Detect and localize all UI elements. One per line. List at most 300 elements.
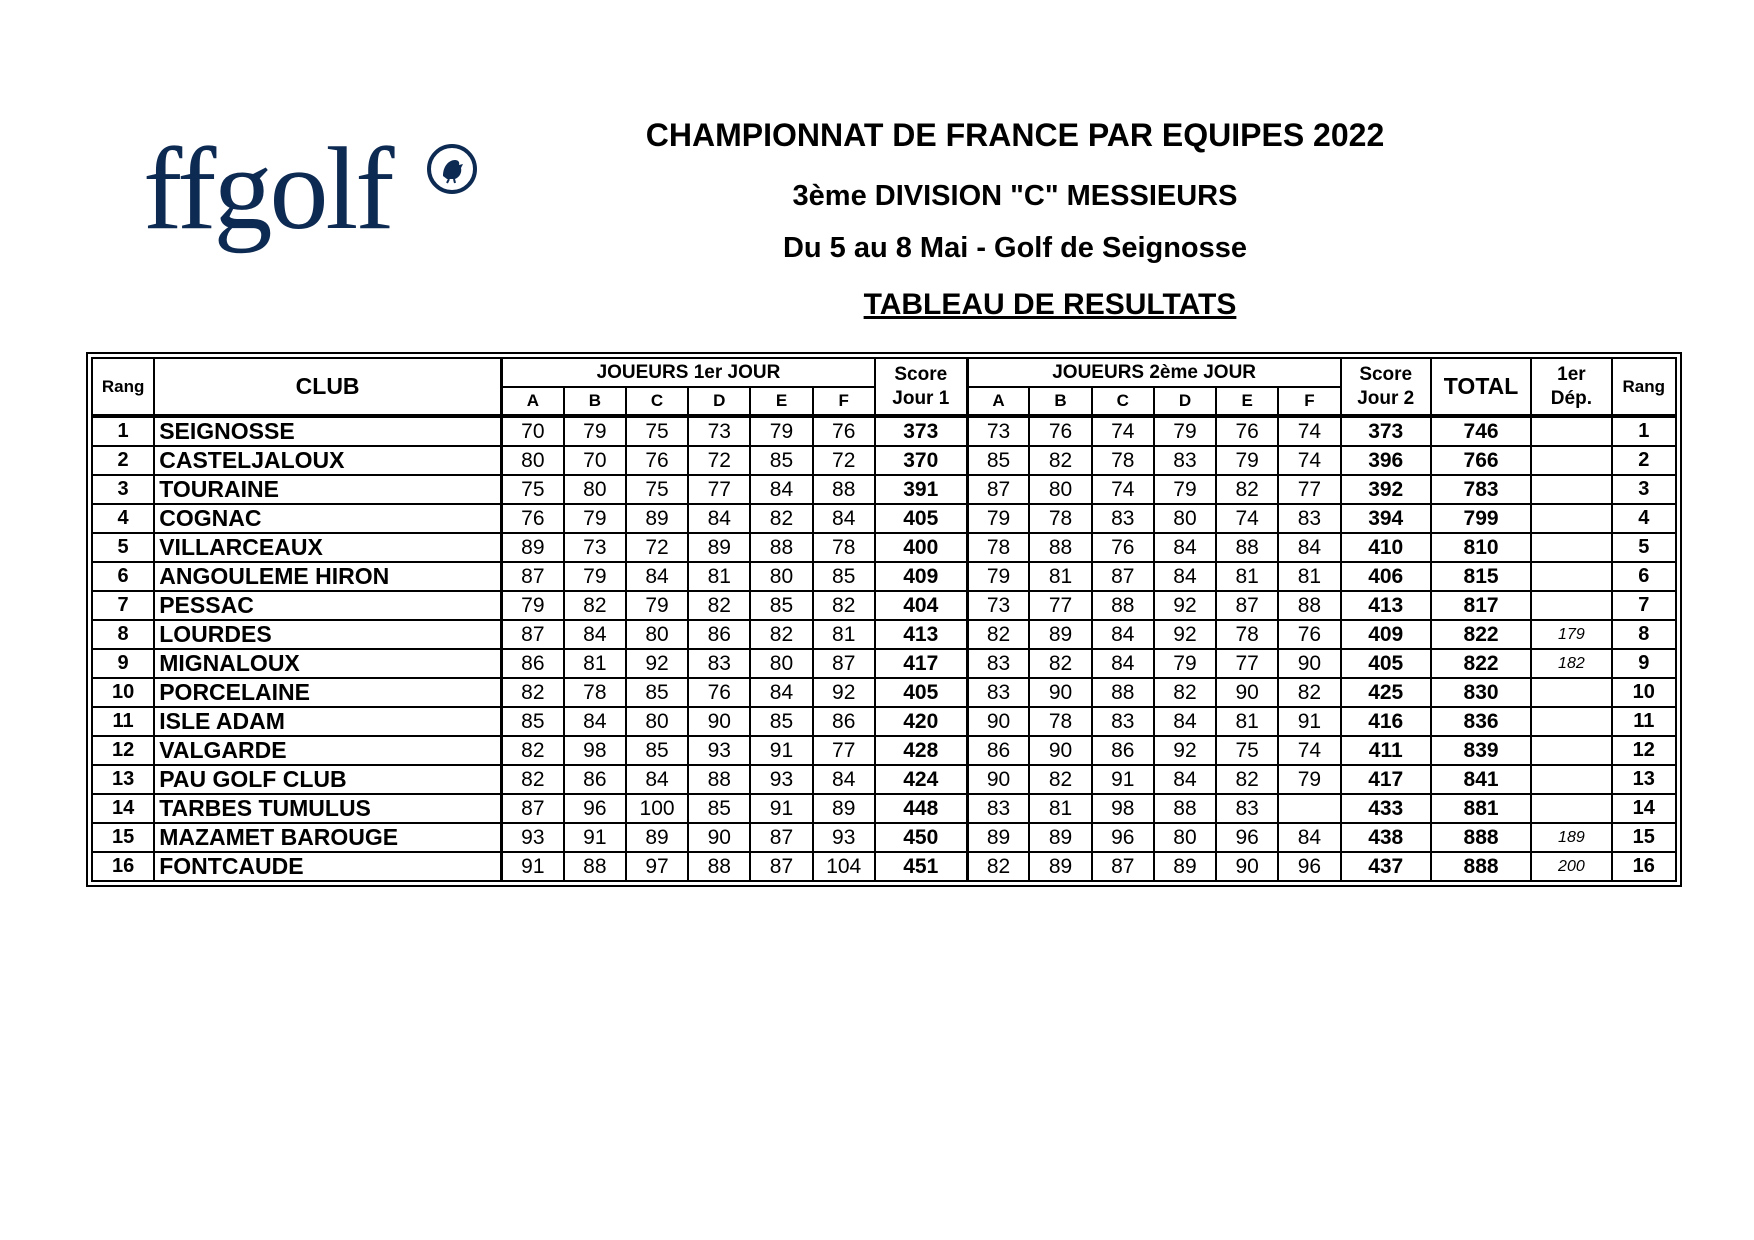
day2-score-cell: 78 (1092, 446, 1154, 475)
day2-score-cell: 83 (1092, 504, 1154, 533)
score2-header-l1: Score (1359, 363, 1413, 385)
table-row (92, 678, 1676, 707)
rank-cell: 10 (92, 678, 154, 707)
rank-right-cell: 11 (1612, 707, 1676, 736)
score-day1-cell: 409 (875, 562, 967, 591)
results-heading (500, 288, 1530, 322)
player-f-d1-header: F (813, 387, 875, 416)
score-day1-cell: 404 (875, 591, 967, 620)
club-cell: ISLE ADAM (154, 707, 501, 736)
day1-score-cell: 84 (750, 678, 812, 707)
player-a-d1-header: A (502, 387, 564, 416)
results-table (91, 357, 1677, 882)
score-day1-cell: 448 (875, 794, 967, 823)
player-c-d2-header: C (1092, 387, 1154, 416)
table-row (92, 475, 1676, 504)
score-day1-cell: 450 (875, 823, 967, 852)
table-row (92, 591, 1676, 620)
day1-score-cell: 72 (626, 533, 688, 562)
day1-score-cell: 82 (502, 736, 564, 765)
day2-score-cell: 74 (1092, 416, 1154, 446)
day2-score-cell: 82 (1029, 765, 1091, 794)
day2-score-cell: 84 (1154, 533, 1216, 562)
score-day2-cell: 438 (1341, 823, 1431, 852)
departage-cell (1531, 736, 1611, 765)
rank-cell: 16 (92, 852, 154, 881)
rang-right-header: Rang (1612, 358, 1676, 416)
day1-score-cell: 86 (502, 649, 564, 678)
club-cell: LOURDES (154, 620, 501, 649)
player-b-d2-header: B (1029, 387, 1091, 416)
day2-score-cell: 90 (967, 765, 1029, 794)
departage-cell: 189 (1531, 823, 1611, 852)
score-day2-cell: 416 (1341, 707, 1431, 736)
day2-score-cell: 86 (1092, 736, 1154, 765)
score1-header (875, 358, 967, 416)
day2-score-cell: 81 (1216, 562, 1278, 591)
day1-score-cell: 98 (564, 736, 626, 765)
day1-score-cell: 86 (813, 707, 875, 736)
day1-score-cell: 82 (750, 620, 812, 649)
departage-cell (1531, 504, 1611, 533)
club-cell: SEIGNOSSE (154, 416, 501, 446)
day1-score-cell: 87 (502, 794, 564, 823)
day1-score-cell: 90 (688, 707, 750, 736)
day1-score-cell: 76 (502, 504, 564, 533)
day1-score-cell: 85 (502, 707, 564, 736)
day1-score-cell: 84 (750, 475, 812, 504)
day1-score-cell: 85 (626, 678, 688, 707)
day1-score-cell: 89 (626, 504, 688, 533)
day1-score-cell: 96 (564, 794, 626, 823)
rank-cell: 14 (92, 794, 154, 823)
day1-score-cell: 78 (564, 678, 626, 707)
day1-score-cell: 81 (564, 649, 626, 678)
day1-score-cell: 84 (688, 504, 750, 533)
day2-score-cell: 75 (1216, 736, 1278, 765)
day2-score-cell: 81 (1029, 794, 1091, 823)
day2-score-cell: 79 (1278, 765, 1340, 794)
day1-score-cell: 79 (626, 591, 688, 620)
departage-cell (1531, 416, 1611, 446)
player-f-d2-header: F (1278, 387, 1340, 416)
day2-score-cell: 82 (1029, 446, 1091, 475)
rank-cell: 4 (92, 504, 154, 533)
departage-cell (1531, 765, 1611, 794)
rank-cell: 6 (92, 562, 154, 591)
day2-score-cell: 83 (967, 794, 1029, 823)
day1-score-cell: 87 (502, 562, 564, 591)
day2-score-cell: 77 (1216, 649, 1278, 678)
day1-score-cell: 104 (813, 852, 875, 881)
score-day2-cell: 396 (1341, 446, 1431, 475)
score-day2-cell: 437 (1341, 852, 1431, 881)
table-row (92, 707, 1676, 736)
day1-score-cell: 79 (564, 504, 626, 533)
day1-score-cell: 70 (564, 446, 626, 475)
rang-header: Rang (92, 358, 154, 416)
day1-score-cell: 91 (750, 736, 812, 765)
day1-score-cell: 91 (564, 823, 626, 852)
rank-cell: 12 (92, 736, 154, 765)
player-d-d1-header: D (688, 387, 750, 416)
total-cell: 888 (1431, 823, 1531, 852)
day1-score-cell: 80 (502, 446, 564, 475)
day2-score-cell: 85 (967, 446, 1029, 475)
day2-score-cell: 83 (1154, 446, 1216, 475)
day2-score-cell: 74 (1216, 504, 1278, 533)
day2-score-cell: 96 (1092, 823, 1154, 852)
total-cell: 783 (1431, 475, 1531, 504)
score-day2-cell: 433 (1341, 794, 1431, 823)
division-title: 3ème DIVISION "C" MESSIEURS (792, 180, 1238, 212)
day1-score-cell: 89 (688, 533, 750, 562)
day2-score-cell: 79 (967, 562, 1029, 591)
departage-cell: 179 (1531, 620, 1611, 649)
day2-score-cell: 77 (1278, 475, 1340, 504)
day2-score-cell: 83 (967, 649, 1029, 678)
rank-cell: 15 (92, 823, 154, 852)
day2-score-cell: 90 (1029, 736, 1091, 765)
logo-text: ffgolf (143, 123, 392, 254)
day1-score-cell: 83 (688, 649, 750, 678)
rank-right-cell: 10 (1612, 678, 1676, 707)
club-cell: PORCELAINE (154, 678, 501, 707)
day2-score-cell: 74 (1278, 736, 1340, 765)
day1-score-cell: 97 (626, 852, 688, 881)
day1-score-cell: 79 (502, 591, 564, 620)
day2-header: JOUEURS 2ème JOUR (967, 358, 1340, 387)
club-cell: ANGOULEME HIRON (154, 562, 501, 591)
day1-score-cell: 89 (502, 533, 564, 562)
day1-score-cell: 88 (688, 765, 750, 794)
player-e-d1-header: E (750, 387, 812, 416)
day2-score-cell: 78 (967, 533, 1029, 562)
day2-score-cell: 83 (1092, 707, 1154, 736)
day1-score-cell: 84 (564, 707, 626, 736)
day2-score-cell: 81 (1216, 707, 1278, 736)
day1-score-cell: 85 (750, 446, 812, 475)
day1-score-cell: 75 (626, 416, 688, 446)
day2-score-cell: 87 (1092, 562, 1154, 591)
player-a-d2-header: A (967, 387, 1029, 416)
day1-score-cell: 79 (750, 416, 812, 446)
day2-score-cell: 92 (1154, 591, 1216, 620)
day2-score-cell: 90 (967, 707, 1029, 736)
score-day1-cell: 405 (875, 504, 967, 533)
day2-score-cell: 74 (1092, 475, 1154, 504)
day2-score-cell: 81 (1029, 562, 1091, 591)
day2-score-cell: 90 (1278, 649, 1340, 678)
day1-score-cell: 85 (688, 794, 750, 823)
club-header: CLUB (154, 358, 501, 416)
day1-score-cell: 81 (688, 562, 750, 591)
rank-cell: 3 (92, 475, 154, 504)
day1-score-cell: 82 (502, 765, 564, 794)
score-day1-cell: 424 (875, 765, 967, 794)
day1-score-cell: 79 (564, 562, 626, 591)
day1-score-cell: 89 (813, 794, 875, 823)
score-day1-cell: 370 (875, 446, 967, 475)
day2-score-cell: 91 (1278, 707, 1340, 736)
departage-cell (1531, 533, 1611, 562)
day2-score-cell: 87 (1216, 591, 1278, 620)
day2-score-cell: 88 (1278, 591, 1340, 620)
day1-score-cell: 73 (564, 533, 626, 562)
day1-score-cell: 84 (813, 765, 875, 794)
rank-right-cell: 3 (1612, 475, 1676, 504)
day1-score-cell: 76 (626, 446, 688, 475)
day1-score-cell: 80 (626, 707, 688, 736)
day2-score-cell: 82 (1278, 678, 1340, 707)
day1-score-cell: 91 (750, 794, 812, 823)
rank-right-cell: 5 (1612, 533, 1676, 562)
day2-score-cell: 89 (1029, 852, 1091, 881)
day1-score-cell: 84 (564, 620, 626, 649)
total-cell: 881 (1431, 794, 1531, 823)
day2-score-cell: 98 (1092, 794, 1154, 823)
day2-score-cell: 87 (1092, 852, 1154, 881)
total-cell: 841 (1431, 765, 1531, 794)
score-day1-cell: 400 (875, 533, 967, 562)
day2-score-cell: 74 (1278, 446, 1340, 475)
score-day2-cell: 411 (1341, 736, 1431, 765)
club-cell: VILLARCEAUX (154, 533, 501, 562)
day1-score-cell: 80 (564, 475, 626, 504)
day2-score-cell: 76 (1216, 416, 1278, 446)
total-cell: 888 (1431, 852, 1531, 881)
day2-score-cell: 79 (1154, 475, 1216, 504)
day1-score-cell: 88 (688, 852, 750, 881)
day2-score-cell: 82 (1154, 678, 1216, 707)
rank-right-cell: 12 (1612, 736, 1676, 765)
day1-score-cell: 85 (750, 707, 812, 736)
day1-score-cell: 70 (502, 416, 564, 446)
day2-score-cell: 80 (1029, 475, 1091, 504)
score-day2-cell: 392 (1341, 475, 1431, 504)
rank-right-cell: 2 (1612, 446, 1676, 475)
day1-score-cell: 79 (564, 416, 626, 446)
day1-score-cell: 72 (688, 446, 750, 475)
rank-right-cell: 9 (1612, 649, 1676, 678)
day2-score-cell: 79 (1154, 649, 1216, 678)
player-c-d1-header: C (626, 387, 688, 416)
table-row (92, 504, 1676, 533)
day2-score-cell: 80 (1154, 504, 1216, 533)
day2-score-cell: 79 (967, 504, 1029, 533)
day2-score-cell: 88 (1154, 794, 1216, 823)
day2-score-cell: 82 (1216, 765, 1278, 794)
day1-score-cell: 80 (750, 649, 812, 678)
club-cell: VALGARDE (154, 736, 501, 765)
day1-score-cell: 85 (813, 562, 875, 591)
day1-score-cell: 88 (564, 852, 626, 881)
day2-score-cell: 73 (967, 416, 1029, 446)
departage-cell (1531, 707, 1611, 736)
page-title: CHAMPIONNAT DE FRANCE PAR EQUIPES 2022 (645, 117, 1385, 153)
day2-score-cell: 79 (1216, 446, 1278, 475)
day2-score-cell: 90 (1216, 852, 1278, 881)
day2-score-cell: 78 (1216, 620, 1278, 649)
day2-score-cell: 78 (1029, 707, 1091, 736)
day1-score-cell: 77 (813, 736, 875, 765)
day2-score-cell: 86 (967, 736, 1029, 765)
day2-score-cell: 88 (1216, 533, 1278, 562)
day1-score-cell: 87 (813, 649, 875, 678)
rank-cell: 5 (92, 533, 154, 562)
score-day2-cell: 406 (1341, 562, 1431, 591)
club-cell: MAZAMET BAROUGE (154, 823, 501, 852)
total-cell: 815 (1431, 562, 1531, 591)
dep-header-l1: 1er (1557, 363, 1586, 385)
dep-header (1531, 358, 1611, 416)
day1-score-cell: 87 (750, 823, 812, 852)
day1-score-cell: 91 (502, 852, 564, 881)
total-cell: 830 (1431, 678, 1531, 707)
day2-score-cell: 84 (1092, 620, 1154, 649)
rank-cell: 7 (92, 591, 154, 620)
rank-cell: 11 (92, 707, 154, 736)
day1-score-cell: 88 (750, 533, 812, 562)
total-cell: 810 (1431, 533, 1531, 562)
table-row (92, 416, 1676, 446)
dep-header-l2: Dép. (1550, 387, 1592, 409)
day1-score-cell: 89 (626, 823, 688, 852)
day2-score-cell: 82 (967, 852, 1029, 881)
score-day2-cell: 413 (1341, 591, 1431, 620)
departage-cell (1531, 794, 1611, 823)
day1-score-cell: 82 (502, 678, 564, 707)
total-cell: 799 (1431, 504, 1531, 533)
day1-score-cell: 82 (813, 591, 875, 620)
table-row (92, 736, 1676, 765)
day1-score-cell: 84 (813, 504, 875, 533)
departage-cell (1531, 678, 1611, 707)
day2-score-cell: 88 (1092, 678, 1154, 707)
day1-score-cell: 93 (750, 765, 812, 794)
total-cell: 839 (1431, 736, 1531, 765)
score-day2-cell: 373 (1341, 416, 1431, 446)
score-day1-cell: 420 (875, 707, 967, 736)
day2-score-cell (1278, 794, 1340, 823)
score-day1-cell: 413 (875, 620, 967, 649)
total-cell: 836 (1431, 707, 1531, 736)
day2-score-cell: 76 (1029, 416, 1091, 446)
score-day1-cell: 451 (875, 852, 967, 881)
total-cell: 822 (1431, 620, 1531, 649)
day2-score-cell: 90 (1216, 678, 1278, 707)
day2-score-cell: 84 (1278, 823, 1340, 852)
day2-score-cell: 83 (1216, 794, 1278, 823)
day1-score-cell: 75 (626, 475, 688, 504)
day2-score-cell: 96 (1278, 852, 1340, 881)
day2-score-cell: 88 (1092, 591, 1154, 620)
day1-score-cell: 87 (750, 852, 812, 881)
day2-score-cell: 73 (967, 591, 1029, 620)
score-day2-cell: 417 (1341, 765, 1431, 794)
club-cell: FONTCAUDE (154, 852, 501, 881)
departage-cell (1531, 446, 1611, 475)
day1-score-cell: 82 (564, 591, 626, 620)
day1-score-cell: 72 (813, 446, 875, 475)
day2-score-cell: 79 (1154, 416, 1216, 446)
rank-right-cell: 6 (1612, 562, 1676, 591)
day2-score-cell: 92 (1154, 620, 1216, 649)
day2-score-cell: 78 (1029, 504, 1091, 533)
score1-header-l2: Jour 1 (892, 387, 950, 409)
rank-right-cell: 14 (1612, 794, 1676, 823)
total-header: TOTAL (1431, 358, 1531, 416)
score-day1-cell: 405 (875, 678, 967, 707)
table-row (92, 446, 1676, 475)
day2-score-cell: 87 (967, 475, 1029, 504)
day1-score-cell: 82 (750, 504, 812, 533)
club-cell: PAU GOLF CLUB (154, 765, 501, 794)
day2-score-cell: 77 (1029, 591, 1091, 620)
day2-score-cell: 84 (1154, 707, 1216, 736)
day1-score-cell: 92 (626, 649, 688, 678)
score-day2-cell: 410 (1341, 533, 1431, 562)
day1-score-cell: 86 (688, 620, 750, 649)
total-cell: 766 (1431, 446, 1531, 475)
day1-score-cell: 82 (688, 591, 750, 620)
day2-score-cell: 80 (1154, 823, 1216, 852)
day1-score-cell: 86 (564, 765, 626, 794)
day1-score-cell: 80 (750, 562, 812, 591)
total-cell: 746 (1431, 416, 1531, 446)
club-cell: CASTELJALOUX (154, 446, 501, 475)
player-e-d2-header: E (1216, 387, 1278, 416)
day1-score-cell: 92 (813, 678, 875, 707)
day2-score-cell: 76 (1092, 533, 1154, 562)
departage-cell: 200 (1531, 852, 1611, 881)
table-row (92, 765, 1676, 794)
day2-score-cell: 96 (1216, 823, 1278, 852)
rank-right-cell: 8 (1612, 620, 1676, 649)
club-cell: MIGNALOUX (154, 649, 501, 678)
day1-score-cell: 84 (626, 765, 688, 794)
day2-score-cell: 76 (1278, 620, 1340, 649)
day1-score-cell: 78 (813, 533, 875, 562)
table-row (92, 794, 1676, 823)
day2-score-cell: 91 (1092, 765, 1154, 794)
score2-header-l2: Jour 2 (1357, 387, 1415, 409)
rooster-registered-icon (425, 142, 479, 196)
day1-score-cell: 75 (502, 475, 564, 504)
total-cell: 817 (1431, 591, 1531, 620)
day2-score-cell: 83 (967, 678, 1029, 707)
total-cell: 822 (1431, 649, 1531, 678)
player-d-d2-header: D (1154, 387, 1216, 416)
rank-cell: 13 (92, 765, 154, 794)
day2-score-cell: 82 (1216, 475, 1278, 504)
event-dates: Du 5 au 8 Mai - Golf de Seignosse (782, 232, 1248, 264)
departage-cell (1531, 475, 1611, 504)
table-row (92, 562, 1676, 591)
rank-right-cell: 15 (1612, 823, 1676, 852)
day2-score-cell: 81 (1278, 562, 1340, 591)
day1-score-cell: 85 (626, 736, 688, 765)
results-table-frame (86, 352, 1682, 887)
day2-score-cell: 84 (1092, 649, 1154, 678)
day1-score-cell: 77 (688, 475, 750, 504)
day1-score-cell: 88 (813, 475, 875, 504)
table-row (92, 852, 1676, 881)
day2-score-cell: 82 (1029, 649, 1091, 678)
day1-score-cell: 93 (813, 823, 875, 852)
day2-score-cell: 89 (1029, 620, 1091, 649)
day2-score-cell: 89 (1029, 823, 1091, 852)
